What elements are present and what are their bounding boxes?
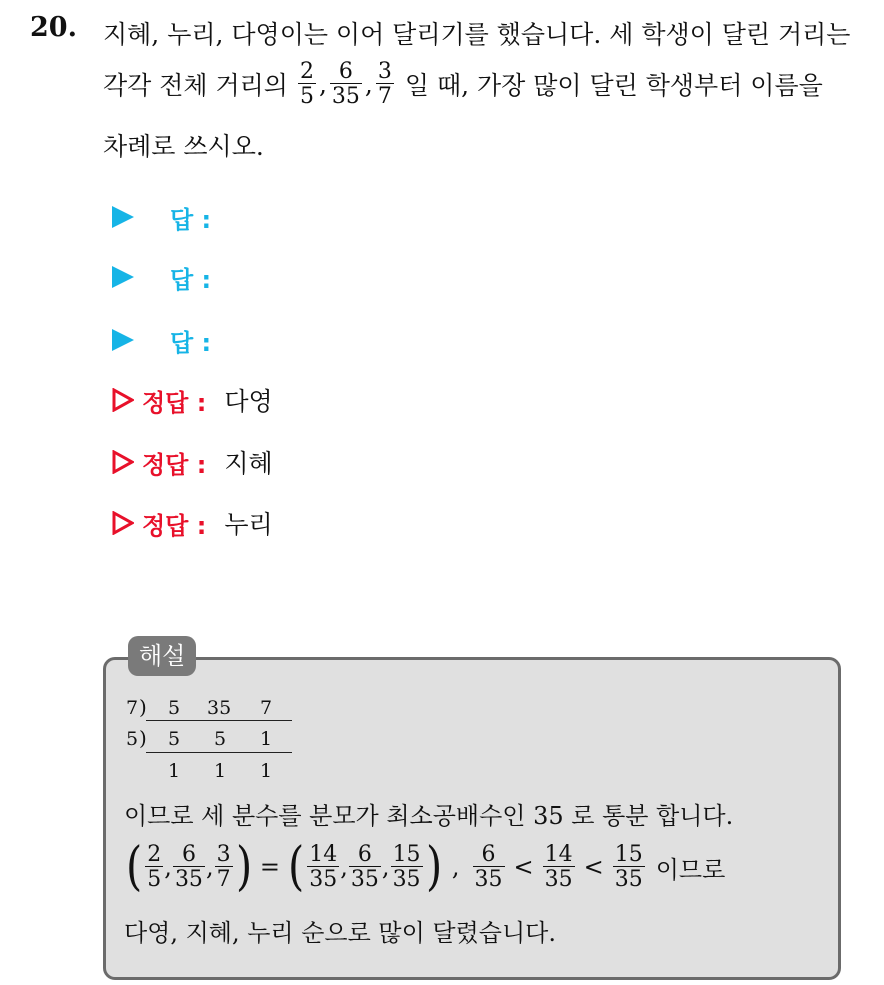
eq-comma: , xyxy=(451,853,460,881)
explanation-line-3: 다영, 지혜, 누리 순으로 많이 달렸습니다. xyxy=(124,919,556,947)
explanation-equation xyxy=(124,834,725,900)
answer-row[interactable] xyxy=(112,262,211,292)
division-bracket: ) xyxy=(139,695,147,719)
left-paren: ( xyxy=(288,837,305,897)
triangle-filled-icon xyxy=(112,206,134,228)
correct-label: 정답 : xyxy=(142,450,207,479)
eq-fraction: $\frac{15}{35}$ xyxy=(392,841,421,892)
answer-label: 답 : xyxy=(170,328,212,357)
question-line-2 xyxy=(103,56,823,112)
division-value: 5 xyxy=(214,728,227,750)
eq-fraction: $\frac{6}{35}$ xyxy=(350,841,379,892)
triangle-filled-icon xyxy=(112,329,134,351)
triangle-outline-icon xyxy=(112,388,134,412)
division-divisor: 5 xyxy=(126,728,139,750)
eq-comma: , xyxy=(164,853,172,881)
answer-label: 답 : xyxy=(170,265,212,294)
eq-fraction: $\frac{14}{35}$ xyxy=(309,841,338,892)
explanation-line-1: 이므로 세 분수를 분모가 최소공배수인 35 로 통분 합니다. xyxy=(124,802,734,830)
eq-less-than: < xyxy=(583,853,604,881)
division-value: 35 xyxy=(207,697,232,719)
eq-fraction: $\frac{2}{5}$ xyxy=(147,841,162,892)
question-line-1: 지혜, 누리, 다영이는 이어 달리기를 했습니다. 세 학생이 달린 거리는 xyxy=(103,20,851,49)
fraction-1: $\frac{2}{5}$ xyxy=(299,58,314,109)
division-value: 1 xyxy=(260,728,273,750)
explanation-tag: 해설 xyxy=(128,636,196,676)
question-line-3: 차례로 쓰시오. xyxy=(103,132,264,161)
division-value: 5 xyxy=(168,697,181,719)
division-quotient: 1 xyxy=(260,760,273,782)
correct-answer-row xyxy=(112,447,273,477)
division-divisor: 7 xyxy=(126,697,139,719)
correct-label: 정답 : xyxy=(142,511,207,540)
eq-less-than: < xyxy=(513,853,534,881)
triangle-outline-icon xyxy=(112,450,134,474)
question-number: 20. xyxy=(30,12,77,43)
fraction-separator: , xyxy=(318,69,327,99)
correct-answer-value: 지혜 xyxy=(224,449,273,478)
division-quotient: 1 xyxy=(168,760,181,782)
eq-fraction: $\frac{6}{35}$ xyxy=(474,841,503,892)
question-line-2-suffix: 일 때, 가장 많이 달린 학생부터 이름을 xyxy=(404,71,823,100)
ladder-division xyxy=(124,697,304,787)
answer-row[interactable] xyxy=(112,202,211,232)
division-value: 7 xyxy=(260,697,273,719)
fraction-separator: , xyxy=(364,69,373,99)
left-paren: ( xyxy=(126,837,143,897)
eq-comma: , xyxy=(381,853,390,881)
division-line xyxy=(146,720,292,721)
fraction-2: $\frac{6}{35}$ xyxy=(331,58,360,109)
correct-answer-row xyxy=(112,508,273,538)
triangle-filled-icon xyxy=(112,266,134,288)
division-bracket: ) xyxy=(139,726,147,750)
eq-fraction: $\frac{6}{35}$ xyxy=(174,841,203,892)
division-line xyxy=(146,752,292,753)
fraction-3: $\frac{3}{7}$ xyxy=(377,58,392,109)
eq-equals: = xyxy=(259,853,280,881)
answer-label: 답 : xyxy=(170,205,212,234)
division-value: 5 xyxy=(168,728,181,750)
eq-fraction: $\frac{3}{7}$ xyxy=(216,841,231,892)
answer-row[interactable] xyxy=(112,325,211,355)
eq-comma: , xyxy=(205,853,214,881)
eq-fraction: $\frac{15}{35}$ xyxy=(614,841,643,892)
right-paren: ) xyxy=(235,837,252,897)
division-quotient: 1 xyxy=(214,760,227,782)
correct-label: 정답 : xyxy=(142,388,207,417)
eq-comma: , xyxy=(340,853,348,881)
correct-answer-value: 누리 xyxy=(224,510,273,539)
correct-answer-row xyxy=(112,385,273,415)
triangle-outline-icon xyxy=(112,511,134,535)
eq-suffix: 이므로 xyxy=(655,855,726,884)
correct-answer-value: 다영 xyxy=(224,387,273,416)
question-line-2-prefix: 각각 전체 거리의 xyxy=(103,71,288,100)
eq-fraction: $\frac{14}{35}$ xyxy=(544,841,573,892)
right-paren: ) xyxy=(425,837,442,897)
